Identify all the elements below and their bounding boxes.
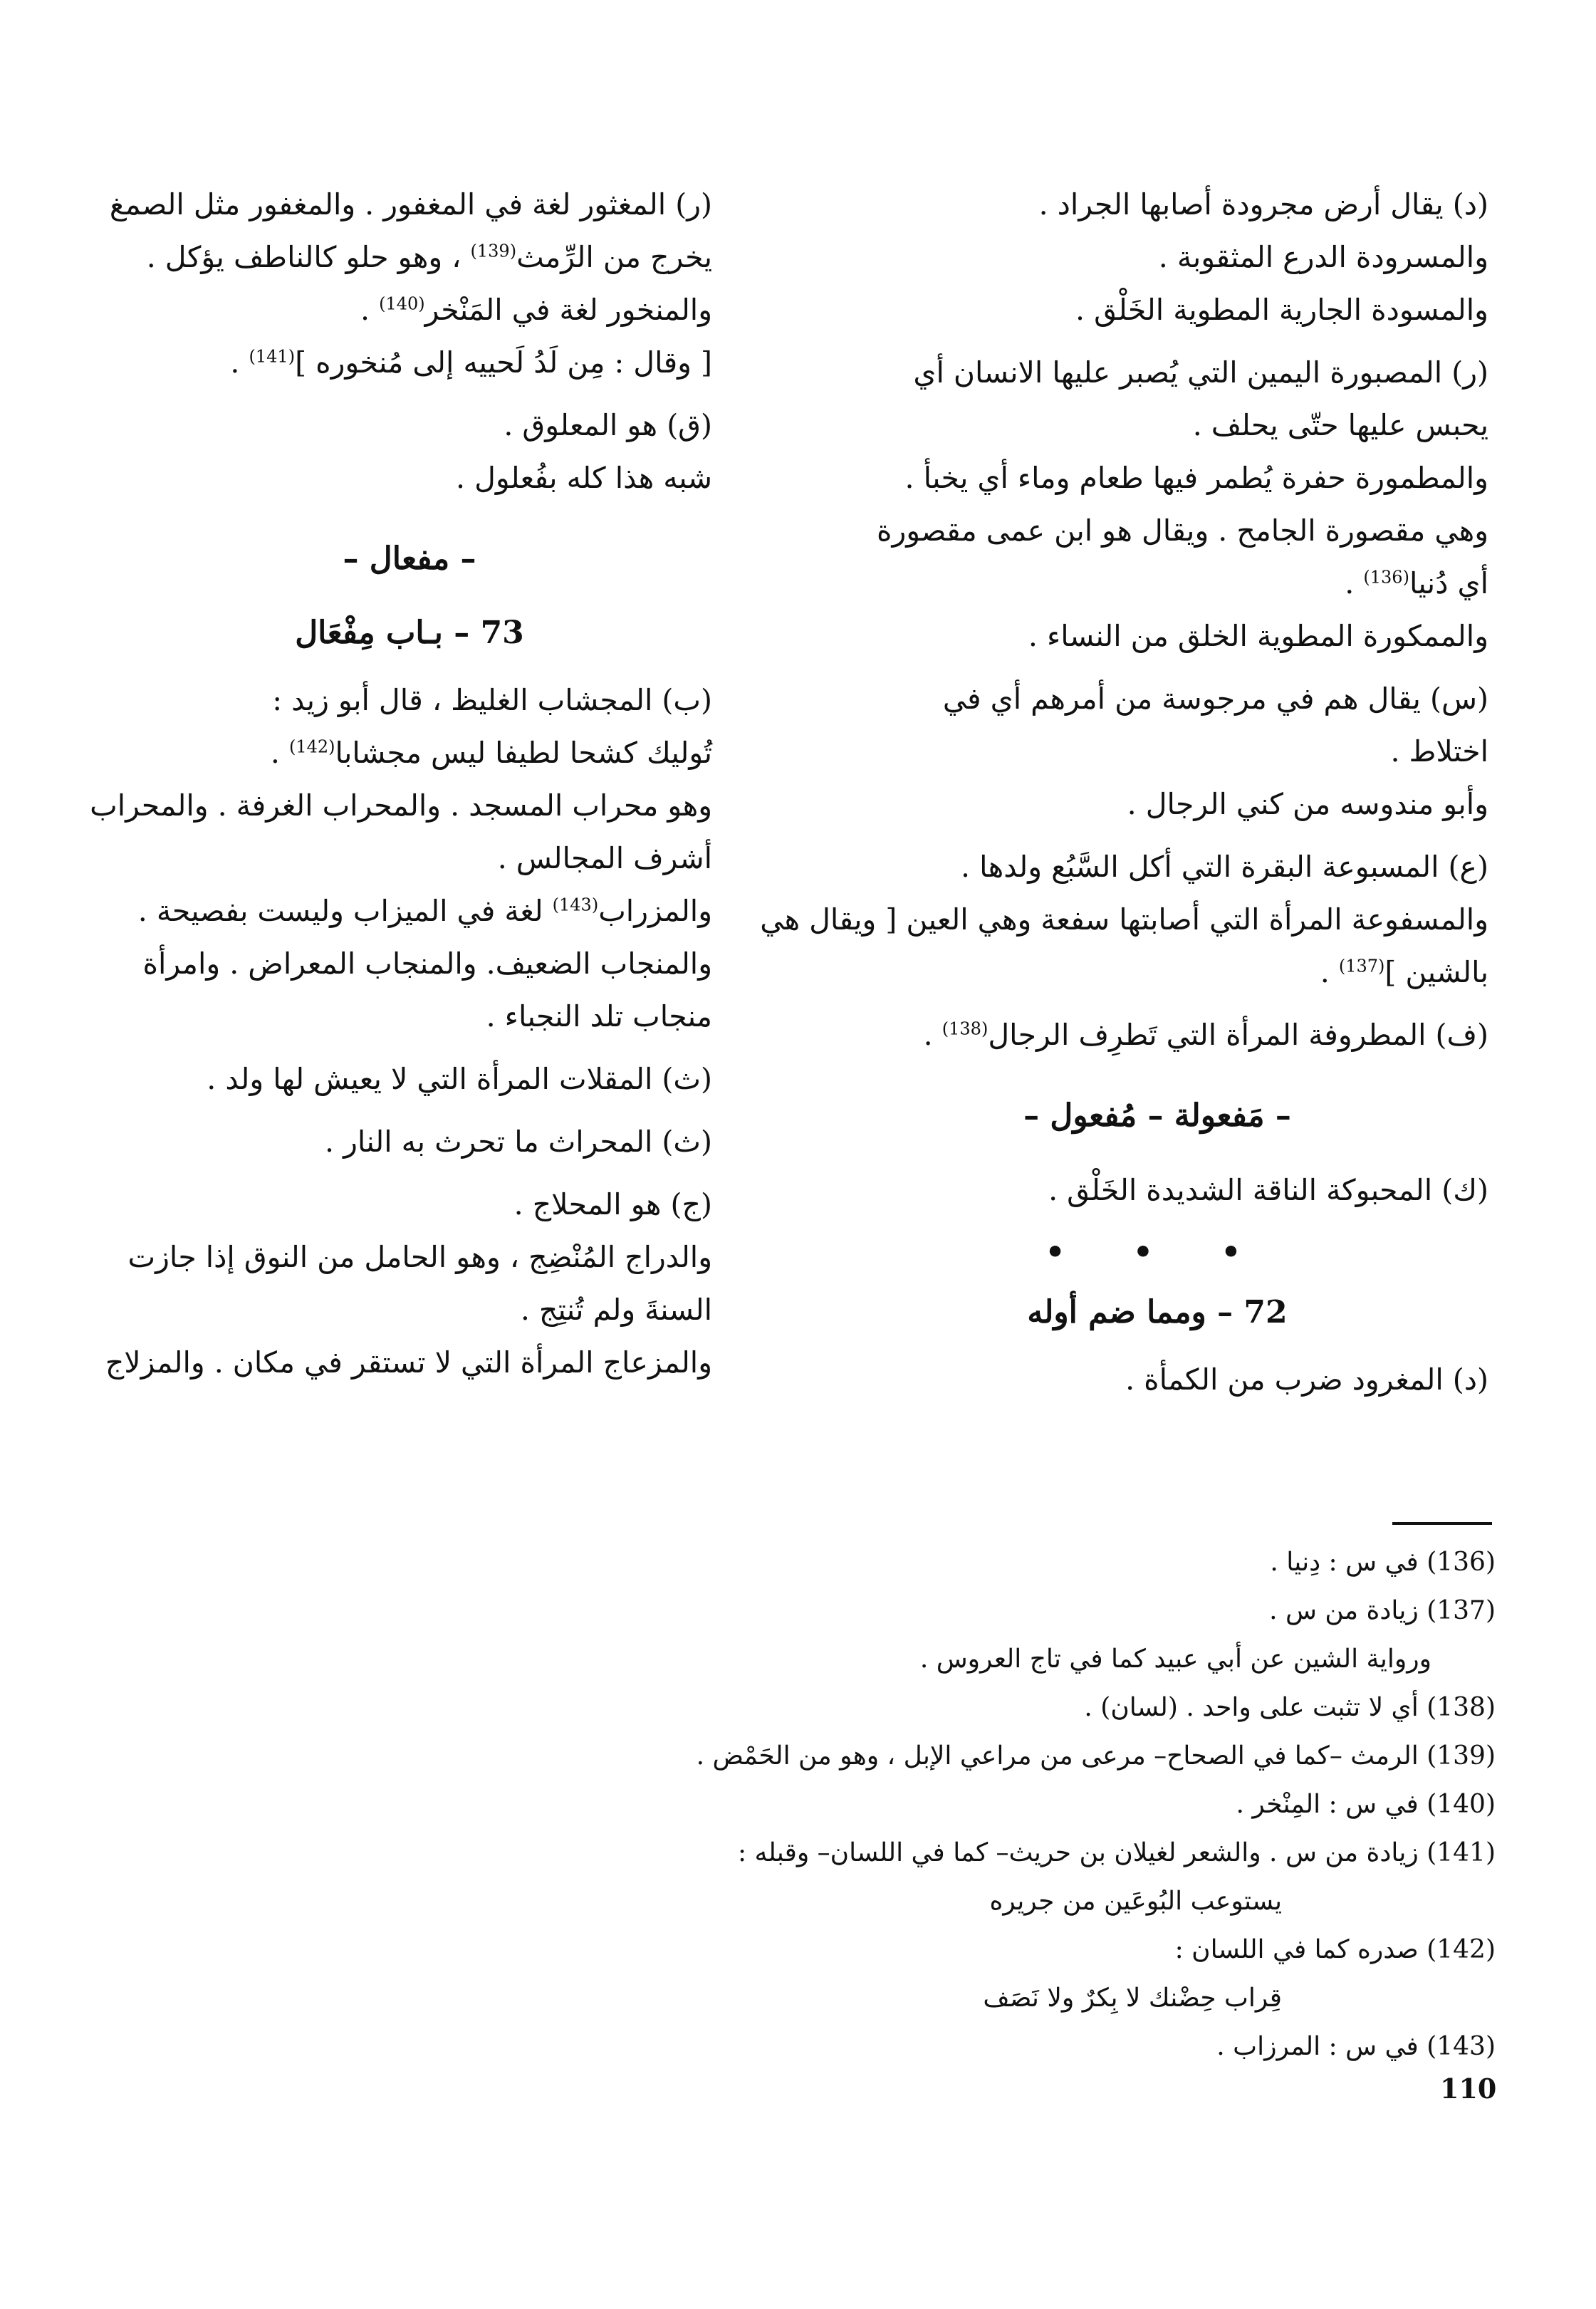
text-fragment: ، وهو حلو كالناطف يؤكل . <box>146 240 471 274</box>
right-para-kaf <box>826 1164 1488 1216</box>
text-line: (ك) المحبوكة الناقة الشديدة الخَلْق . <box>1048 1173 1488 1207</box>
text-line: وهي مقصورة الجامح . ويقال هو ابن عمى مقصورة <box>877 514 1488 548</box>
text-line: والمطمورة حفرة يُطمر فيها طعام وماء أي يخبأ . <box>904 461 1488 495</box>
text-fragment: تُوليك كشحا لطيفا ليس مجشابا <box>335 736 712 770</box>
text-fragment: . <box>360 293 380 327</box>
text-fragment: . <box>923 1018 942 1052</box>
text-fragment: أي دُنيا <box>1409 566 1488 600</box>
footnote-text: صدره كما في اللسان : <box>1174 1935 1419 1964</box>
footnote-item <box>513 1587 1496 1635</box>
left-para-qaf <box>107 399 712 504</box>
footnote-verse <box>513 1877 1496 1926</box>
text-line <box>826 557 1488 610</box>
footnote-item <box>513 1926 1496 1974</box>
text-fragment: . <box>1345 566 1364 600</box>
left-para-tha-1 <box>107 1053 712 1105</box>
text-line: (ر) المصبورة اليمين التي يُصبر عليها الانسان أي <box>913 355 1488 390</box>
text-line <box>826 946 1488 999</box>
text-line: والمسودة الجارية المطوية الخَلْق . <box>1075 293 1488 327</box>
footnote-text: ورواية الشين عن أبي عبيد كما في تاج العروس . <box>919 1645 1431 1674</box>
text-line: (ق) هو المعلوق . <box>504 408 712 442</box>
footnote-item <box>513 1538 1496 1587</box>
footnote-item <box>513 1829 1496 1877</box>
text-line: والمسفوعة المرأة التي أصابتها سفعة وهي العين [ ويقال هي <box>760 902 1488 937</box>
text-line: اختلاط . <box>1390 734 1488 768</box>
footnote-text: في س : المرزاب . <box>1216 2032 1419 2061</box>
text-line: (ع) المسبوعة البقرة التي أكل السَّبُع ولدها . <box>961 850 1488 884</box>
text-line: والمنجاب الضعيف. والمنجاب المعراض . وامرأة <box>142 947 712 981</box>
left-para-ba <box>90 674 712 1043</box>
right-para-ain <box>760 840 1488 999</box>
right-column <box>760 178 1488 1416</box>
chapter-heading: 73 – بـاب مِفْعَال <box>295 615 524 651</box>
footnote-ref: (140) <box>379 293 425 314</box>
text-line: (ر) المغثور لغة في المغفور . والمغفور مثل الصمغ <box>109 187 712 221</box>
left-para-jim <box>107 1178 712 1389</box>
footnote-item <box>513 1635 1496 1684</box>
text-line: منجاب تلد النجباء . <box>486 999 712 1033</box>
footnote-ref: (139) <box>470 241 517 261</box>
text-line: وهو محراب المسجد . والمحراب الغرفة . والمحراب <box>90 788 712 823</box>
right-para-dal-2 <box>826 1353 1488 1406</box>
text-line: شبه هذا كله بفُعلول . <box>456 461 712 495</box>
chapter-heading: 72 – ومما ضم أوله <box>1027 1294 1288 1330</box>
text-fragment: . <box>230 345 249 380</box>
text-line: (د) يقال أرض مجرودة أصابها الجراد . <box>1038 187 1488 221</box>
text-fragment: يخرج من الرِّمث <box>516 240 712 274</box>
text-line <box>107 336 712 389</box>
text-fragment: لغة في الميزاب وليست بفصيحة . <box>137 894 553 928</box>
text-line: وأبو مندوسه من كني الرجال . <box>1127 787 1488 821</box>
footnote-number: (141) <box>1427 1838 1496 1867</box>
text-line <box>107 885 712 937</box>
text-fragment: والمنخور لغة في المَنْخر <box>424 293 712 327</box>
separator-dots: • • • <box>1045 1234 1270 1271</box>
text-line <box>826 1008 1488 1061</box>
footnote-number: (138) <box>1427 1693 1496 1722</box>
text-line: (ث) المحراث ما تحرث به النار . <box>325 1125 712 1159</box>
text-line: (ج) هو المحلاج . <box>513 1187 712 1221</box>
footnote-item <box>513 2023 1496 2071</box>
text-line: (س) يقال هم في مرجوسة من أمرهم أي في <box>942 682 1488 716</box>
footnote-number: (136) <box>1427 1548 1496 1577</box>
footnote-number: (142) <box>1427 1935 1496 1964</box>
footnote-ref: (137) <box>1338 956 1385 976</box>
right-para-fa <box>826 1008 1488 1061</box>
footnote-text: يستوعب البُوعَين من جريره <box>989 1887 1282 1916</box>
text-fragment: . <box>1320 955 1339 989</box>
page-number: 110 <box>1440 2073 1497 2105</box>
footnote-ref: (141) <box>249 346 296 367</box>
footnote-verse <box>513 1974 1496 2023</box>
footnote-divider <box>1392 1522 1492 1525</box>
left-para-tha-2 <box>107 1115 712 1168</box>
verse-line <box>107 726 712 779</box>
footnote-number: (137) <box>1427 1596 1496 1625</box>
text-line <box>107 283 712 336</box>
footnote-text: زيادة من س . والشعر لغيلان بن حريث– كما في اللسان– وقبله : <box>737 1838 1419 1867</box>
text-line: (د) المغرود ضرب من الكمأة . <box>1125 1362 1488 1397</box>
footnote-ref: (138) <box>942 1018 989 1039</box>
footnote-text: أي لا تثبت على واحد . (لسان) . <box>1084 1693 1419 1722</box>
footnote-item <box>513 1781 1496 1829</box>
footnote-ref: (136) <box>1363 567 1409 588</box>
text-line: والممكورة المطوية الخلق من النساء . <box>1028 619 1488 653</box>
text-line: أشرف المجالس . <box>497 841 712 875</box>
text-fragment: (ف) المطروفة المرأة التي تَطرِف الرجال <box>988 1018 1488 1052</box>
footnote-number: (139) <box>1427 1741 1496 1771</box>
text-line: (ب) المجشاب الغليظ ، قال أبو زيد : <box>272 683 712 717</box>
footnote-text: قِراب حِضْنك لا بِكرٌ ولا نَصَف <box>983 1984 1282 2013</box>
footnote-item <box>513 1732 1496 1781</box>
text-line: والدراج المُنْضِج ، وهو الحامل من النوق إذا جازت <box>127 1240 712 1274</box>
text-line: السنةَ ولم تُنتِج . <box>520 1293 712 1327</box>
text-fragment: والمزراب <box>598 894 712 928</box>
right-para-ra <box>826 346 1488 662</box>
text-fragment: . <box>270 736 289 770</box>
footnote-text: الرمث –كما في الصحاح– مرعى من مراعي الإبل ، وهو من الحَمْض . <box>696 1741 1419 1771</box>
footnote-number: (143) <box>1427 2032 1496 2061</box>
footnote-text: في س : دِنيا . <box>1270 1548 1419 1577</box>
text-fragment: بالشين ] <box>1384 955 1488 989</box>
text-line: (ث) المقلات المرأة التي لا يعيش لها ولد . <box>207 1062 712 1096</box>
text-line <box>107 231 712 283</box>
section-heading: – مَفعولة – مُفعول – <box>1023 1098 1291 1134</box>
footnote-item <box>513 1684 1496 1732</box>
text-line: يحبس عليها حتّى يحلف . <box>1192 408 1488 442</box>
footnotes <box>513 1538 1496 2071</box>
text-fragment: [ وقال : مِن لَدُ لَحييه إلى مُنخوره ] <box>295 345 712 380</box>
left-para-ra <box>107 178 712 389</box>
left-column <box>90 178 712 1399</box>
footnote-ref: (142) <box>288 736 335 757</box>
footnote-ref: (143) <box>552 895 599 915</box>
text-line: والمسرودة الدرع المثقوبة . <box>1158 240 1488 274</box>
footnote-text: زيادة من س . <box>1269 1596 1419 1625</box>
text-line: والمزعاج المرأة التي لا تستقر في مكان . والمزلاج <box>105 1345 712 1380</box>
section-heading: – مفعال – <box>343 541 476 577</box>
footnote-number: (140) <box>1427 1790 1496 1819</box>
right-para-sin <box>826 672 1488 830</box>
right-para-dal <box>826 178 1488 336</box>
footnote-text: في س : المِنْخر . <box>1236 1790 1419 1819</box>
